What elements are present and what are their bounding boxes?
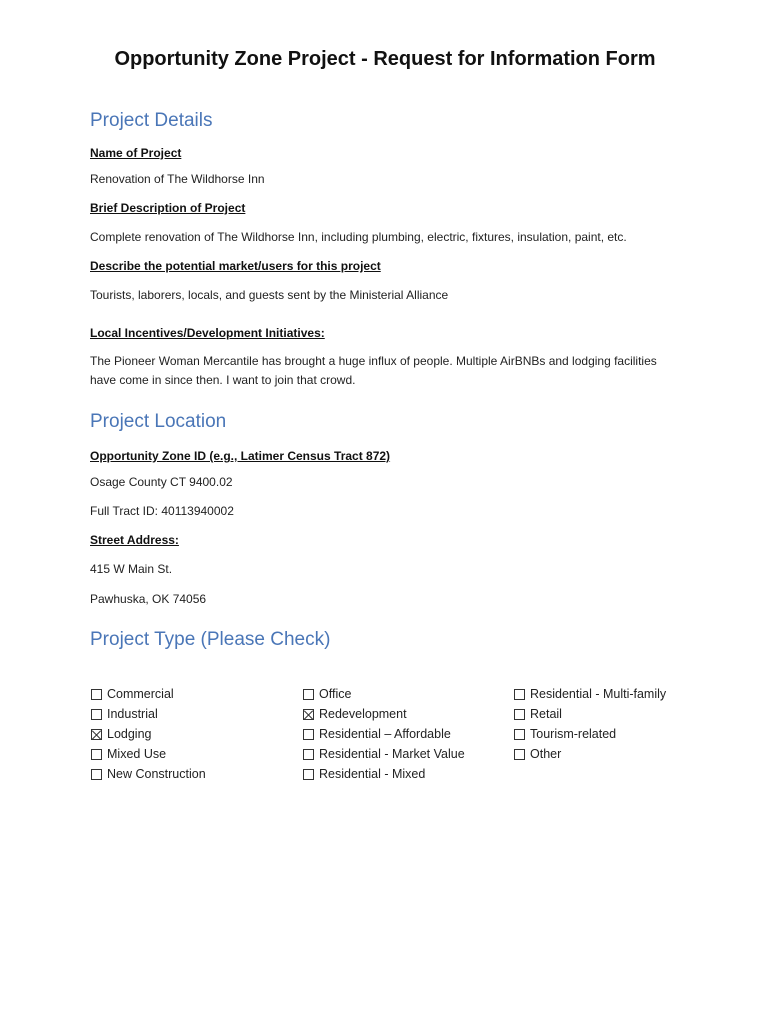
project-type-option-redevelopment[interactable] xyxy=(303,704,465,724)
project-type-option-office[interactable] xyxy=(303,684,465,704)
description-label: Brief Description of Project xyxy=(90,201,246,215)
project-type-column-2 xyxy=(303,684,465,784)
street-address-label: Street Address: xyxy=(90,533,179,547)
project-location-heading: Project Location xyxy=(90,411,227,432)
project-type-option-residential-affordable[interactable] xyxy=(303,724,465,744)
checkbox-icon[interactable] xyxy=(91,709,102,720)
project-type-label: Residential - Mixed xyxy=(319,767,426,781)
project-type-label: Residential - Market Value xyxy=(319,747,465,761)
description-value: Complete renovation of The Wildhorse Inn, including plumbing, electric, fixtures, insulation, paint, etc. xyxy=(90,230,627,244)
address-line-1: 415 W Main St. xyxy=(90,562,173,576)
project-type-label: New Construction xyxy=(107,767,206,781)
checkbox-icon[interactable] xyxy=(514,749,525,760)
project-type-label: Office xyxy=(319,687,352,701)
name-of-project-value: Renovation of The Wildhorse Inn xyxy=(90,172,265,186)
project-type-option-residential-mixed[interactable] xyxy=(303,764,465,784)
project-type-label: Industrial xyxy=(107,707,158,721)
tract-id-value: Full Tract ID: 40113940002 xyxy=(90,504,234,518)
form-title: Opportunity Zone Project - Request for Information Form xyxy=(114,48,656,70)
checkbox-icon[interactable] xyxy=(514,709,525,720)
incentives-value: The Pioneer Woman Mercantile has brought a huge influx of people. Multiple AirBNBs and lodging facilities have come in since then. I want to join that crowd. xyxy=(90,354,657,387)
project-type-option-mixed-use[interactable] xyxy=(91,744,206,764)
opportunity-zone-label: Opportunity Zone ID (e.g., Latimer Census Tract 872) xyxy=(90,449,391,463)
project-details-heading: Project Details xyxy=(90,110,213,131)
checkbox-icon[interactable] xyxy=(303,729,314,740)
checkbox-icon[interactable] xyxy=(514,689,525,700)
project-type-label: Residential - Multi-family xyxy=(530,687,667,701)
project-type-option-industrial[interactable] xyxy=(91,704,206,724)
project-type-label: Lodging xyxy=(107,727,152,741)
market-label: Describe the potential market/users for this project xyxy=(90,259,381,273)
checkbox-icon[interactable] xyxy=(303,769,314,780)
checked-box-icon[interactable] xyxy=(303,709,314,720)
project-type-option-tourism-related[interactable] xyxy=(514,724,666,744)
project-type-option-new-construction[interactable] xyxy=(91,764,206,784)
checkbox-icon[interactable] xyxy=(91,769,102,780)
checkbox-icon[interactable] xyxy=(303,689,314,700)
project-type-label: Residential – Affordable xyxy=(319,727,451,741)
name-of-project-label: Name of Project xyxy=(90,146,182,160)
project-type-label: Retail xyxy=(530,707,562,721)
checked-box-icon[interactable] xyxy=(91,729,102,740)
incentives-label: Local Incentives/Development Initiatives: xyxy=(90,326,325,340)
project-type-label: Tourism-related xyxy=(530,727,617,741)
checkbox-icon[interactable] xyxy=(514,729,525,740)
checkbox-icon[interactable] xyxy=(91,689,102,700)
project-type-label: Redevelopment xyxy=(319,707,407,721)
project-type-option-retail[interactable] xyxy=(514,704,666,724)
checkbox-icon[interactable] xyxy=(91,749,102,760)
project-type-label: Other xyxy=(530,747,562,761)
project-type-option-other[interactable] xyxy=(514,744,666,764)
opportunity-zone-value: Osage County CT 9400.02 xyxy=(90,475,233,489)
project-type-option-commercial[interactable] xyxy=(91,684,206,704)
project-type-heading: Project Type (Please Check) xyxy=(90,629,331,650)
project-type-column-3 xyxy=(514,684,666,764)
project-type-option-lodging[interactable] xyxy=(91,724,206,744)
address-line-2: Pawhuska, OK 74056 xyxy=(90,592,207,606)
checkbox-icon[interactable] xyxy=(303,749,314,760)
project-type-label: Mixed Use xyxy=(107,747,167,761)
project-type-column-1 xyxy=(91,684,206,784)
project-type-label: Commercial xyxy=(107,687,174,701)
project-type-option-residential-multi-family[interactable] xyxy=(514,684,666,704)
market-value: Tourists, laborers, locals, and guests sent by the Ministerial Alliance xyxy=(90,288,449,302)
project-type-option-residential-market-value[interactable] xyxy=(303,744,465,764)
